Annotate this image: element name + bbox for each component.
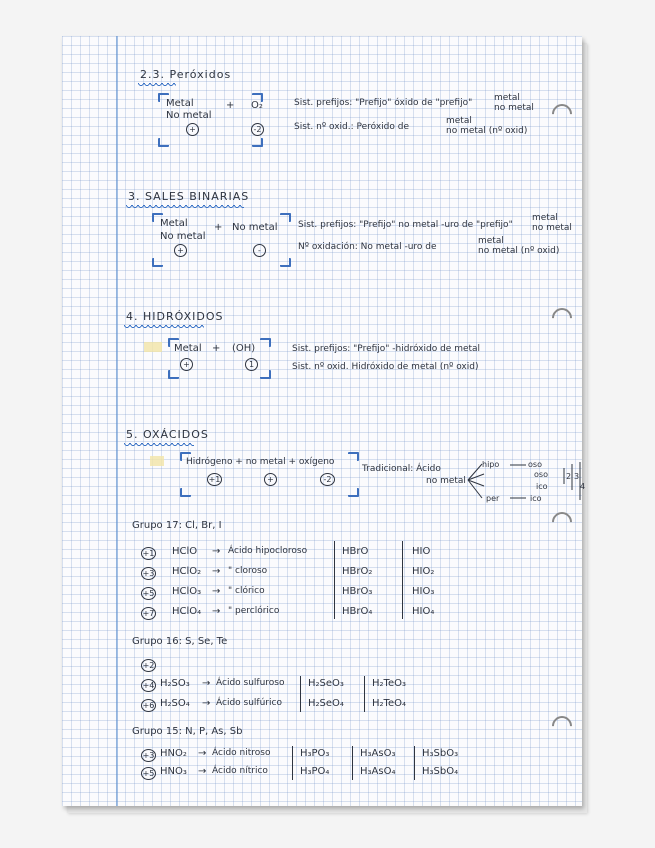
- title-underline: [124, 443, 194, 447]
- column-divider: [300, 676, 301, 712]
- formula-se: H₂SeO₃: [308, 678, 344, 689]
- charge-negative: -: [253, 244, 266, 257]
- formula-br: HBrO₂: [342, 566, 373, 577]
- bracket: [280, 213, 291, 222]
- oxidation-state: +2: [142, 661, 155, 670]
- column-divider: [364, 676, 365, 712]
- metal-label: Metal: [160, 218, 188, 229]
- formula-cl: HClO: [172, 546, 198, 557]
- binder-hole: [548, 304, 576, 332]
- brace-metal: metal: [446, 116, 472, 126]
- oxacid-formula: Hidrógeno + no metal + oxígeno: [186, 457, 335, 467]
- bracket: [260, 338, 271, 347]
- suffix-ico: ico: [530, 494, 542, 503]
- brace-metal: metal: [532, 213, 558, 223]
- charge-positive: +: [174, 244, 187, 257]
- group-15-title: Grupo 15: N, P, As, Sb: [132, 726, 243, 737]
- oxidation-state: +1: [142, 549, 155, 558]
- column-divider: [414, 746, 415, 780]
- brace-metal: metal: [478, 236, 504, 246]
- charge-hydrogen: +1: [208, 475, 221, 484]
- arrow: →: [212, 586, 221, 597]
- group-16-title: Grupo 16: S, Se, Te: [132, 636, 228, 647]
- group-17-title: Grupo 17: Cl, Br, I: [132, 520, 222, 531]
- brace-no-metal: no metal: [532, 223, 572, 233]
- charge-no-metal: +: [264, 473, 277, 486]
- brace-no-metal: no metal (nº oxid): [446, 126, 528, 136]
- charge-positive: +: [186, 123, 199, 136]
- brace-metal: metal: [494, 93, 520, 103]
- bracket: [252, 138, 263, 147]
- bracket: [180, 488, 191, 497]
- arrow: →: [212, 566, 221, 577]
- formula-cl: HClO₄: [172, 606, 202, 617]
- formula-cl: HClO₂: [172, 566, 202, 577]
- no-metal-label: No metal: [166, 110, 212, 121]
- acid-name: Ácido nítrico: [212, 766, 268, 776]
- formula-s: H₂SO₃: [160, 678, 190, 689]
- suffix-ico: ico: [536, 482, 548, 491]
- charge-positive: +: [180, 358, 193, 371]
- title-underline: [124, 325, 204, 329]
- plus-sign: +: [226, 100, 235, 111]
- hydroxide-label: (OH): [232, 343, 256, 354]
- formula-cl: HClO₃: [172, 586, 202, 597]
- charge-o2: -2: [251, 123, 264, 136]
- formula-p: H₃PO₃: [300, 748, 330, 759]
- binder-hole: [548, 100, 576, 128]
- notebook-page: [62, 36, 586, 806]
- arrow: →: [198, 748, 207, 759]
- oxidation-state: +7: [142, 609, 155, 618]
- highlight-mark: [150, 456, 164, 466]
- formula-sb: H₃SbO₄: [422, 766, 459, 777]
- column-divider: [334, 541, 335, 619]
- column-divider: [292, 746, 293, 780]
- count-3: 3: [574, 472, 580, 481]
- margin-line: [116, 36, 118, 806]
- formula-br: HBrO₃: [342, 586, 373, 597]
- bracket: [152, 258, 163, 267]
- title-underline: [126, 205, 244, 209]
- arrow: →: [202, 678, 211, 689]
- metal-label: Metal: [174, 343, 202, 354]
- oxidation-state: +5: [142, 589, 155, 598]
- section-title-sales-binarias: 3. SALES BINARIAS: [128, 190, 250, 203]
- title-underline: [138, 83, 176, 87]
- plus-sign: +: [214, 222, 223, 233]
- suffix-oso: oso: [528, 460, 542, 469]
- no-metal-label: no metal: [426, 476, 466, 486]
- oxidation-state: +3: [142, 751, 155, 760]
- formula-sb: H₃SbO₃: [422, 748, 459, 759]
- no-metal-label: No metal: [232, 222, 278, 233]
- oxidation-state: +3: [142, 569, 155, 578]
- no-metal-label: No metal: [160, 231, 206, 242]
- bracket: [348, 452, 359, 461]
- suffix-oso: oso: [534, 470, 548, 479]
- binder-hole: [548, 508, 576, 536]
- binder-hole: [548, 712, 576, 740]
- sist-prefijos: Sist. prefijos: "Prefijo" no metal -uro de "prefijo": [298, 220, 513, 230]
- highlight-mark: [144, 342, 162, 352]
- formula-p: H₃PO₄: [300, 766, 330, 777]
- formula-se: H₂SeO₄: [308, 698, 344, 709]
- acid-name: Ácido hipocloroso: [228, 546, 308, 556]
- formula-n: HNO₂: [160, 748, 187, 759]
- tradicional-label: Tradicional: Ácido: [362, 464, 441, 474]
- acid-name: " perclórico: [228, 606, 280, 616]
- sist-oxid: Sist. nº oxid.: Peróxido de: [294, 122, 410, 132]
- section-title-peroxidos: 2.3. Peróxidos: [140, 68, 232, 81]
- plus-sign: +: [212, 343, 221, 354]
- acid-name: Ácido sulfuroso: [216, 678, 285, 688]
- metal-label: Metal: [166, 98, 194, 109]
- formula-te: H₂TeO₃: [372, 678, 406, 689]
- acid-name: " cloroso: [228, 566, 268, 576]
- brace-no-metal: no metal (nº oxid): [478, 246, 560, 256]
- acid-name: Ácido nitroso: [212, 748, 271, 758]
- arrow: →: [212, 546, 221, 557]
- sist-prefijos: Sist. prefijos: "Prefijo" -hidróxido de metal: [292, 344, 481, 354]
- arrow: →: [202, 698, 211, 709]
- oxidation-state: +6: [142, 701, 155, 710]
- bracket: [158, 138, 169, 147]
- section-title-hidroxidos: 4. HIDRÓXIDOS: [126, 310, 224, 323]
- acid-name: " clórico: [228, 586, 265, 596]
- sist-oxid: Sist. nº oxid. Hidróxido de metal (nº oxid): [292, 362, 479, 372]
- column-divider: [352, 746, 353, 780]
- oxidation-state: +5: [142, 769, 155, 778]
- prefix-hipo: hipo: [482, 460, 500, 469]
- acid-name: Ácido sulfúrico: [216, 698, 282, 708]
- formula-i: HIO: [412, 546, 431, 557]
- charge-oxygen: -2: [320, 473, 335, 486]
- prefix-per: per: [486, 494, 500, 503]
- sist-oxid: Nº oxidación: No metal -uro de: [298, 242, 437, 252]
- column-divider: [402, 541, 403, 619]
- formula-br: HBrO: [342, 546, 369, 557]
- arrow: →: [212, 606, 221, 617]
- formula-br: HBrO₄: [342, 606, 373, 617]
- arrow: →: [198, 766, 207, 777]
- count-4: 4: [580, 482, 586, 491]
- section-title-oxacidos: 5. OXÁCIDOS: [126, 428, 209, 441]
- formula-as: H₃AsO₃: [360, 748, 396, 759]
- oxygen-label: O₂: [251, 100, 263, 111]
- formula-i: HIO₃: [412, 586, 435, 597]
- count-2: 2: [566, 472, 572, 481]
- formula-as: H₃AsO₄: [360, 766, 396, 777]
- formula-i: HIO₂: [412, 566, 435, 577]
- sist-prefijos: Sist. prefijos: "Prefijo" óxido de "prefijo": [294, 98, 473, 108]
- formula-te: H₂TeO₄: [372, 698, 406, 709]
- bracket: [260, 370, 271, 379]
- oxidation-state: +4: [142, 681, 155, 690]
- formula-n: HNO₃: [160, 766, 187, 777]
- brace-no-metal: no metal: [494, 103, 534, 113]
- formula-i: HIO₄: [412, 606, 435, 617]
- charge-oh: 1: [245, 358, 258, 371]
- bracket: [168, 370, 179, 379]
- formula-s: H₂SO₄: [160, 698, 190, 709]
- bracket: [348, 488, 359, 497]
- bracket: [280, 258, 291, 267]
